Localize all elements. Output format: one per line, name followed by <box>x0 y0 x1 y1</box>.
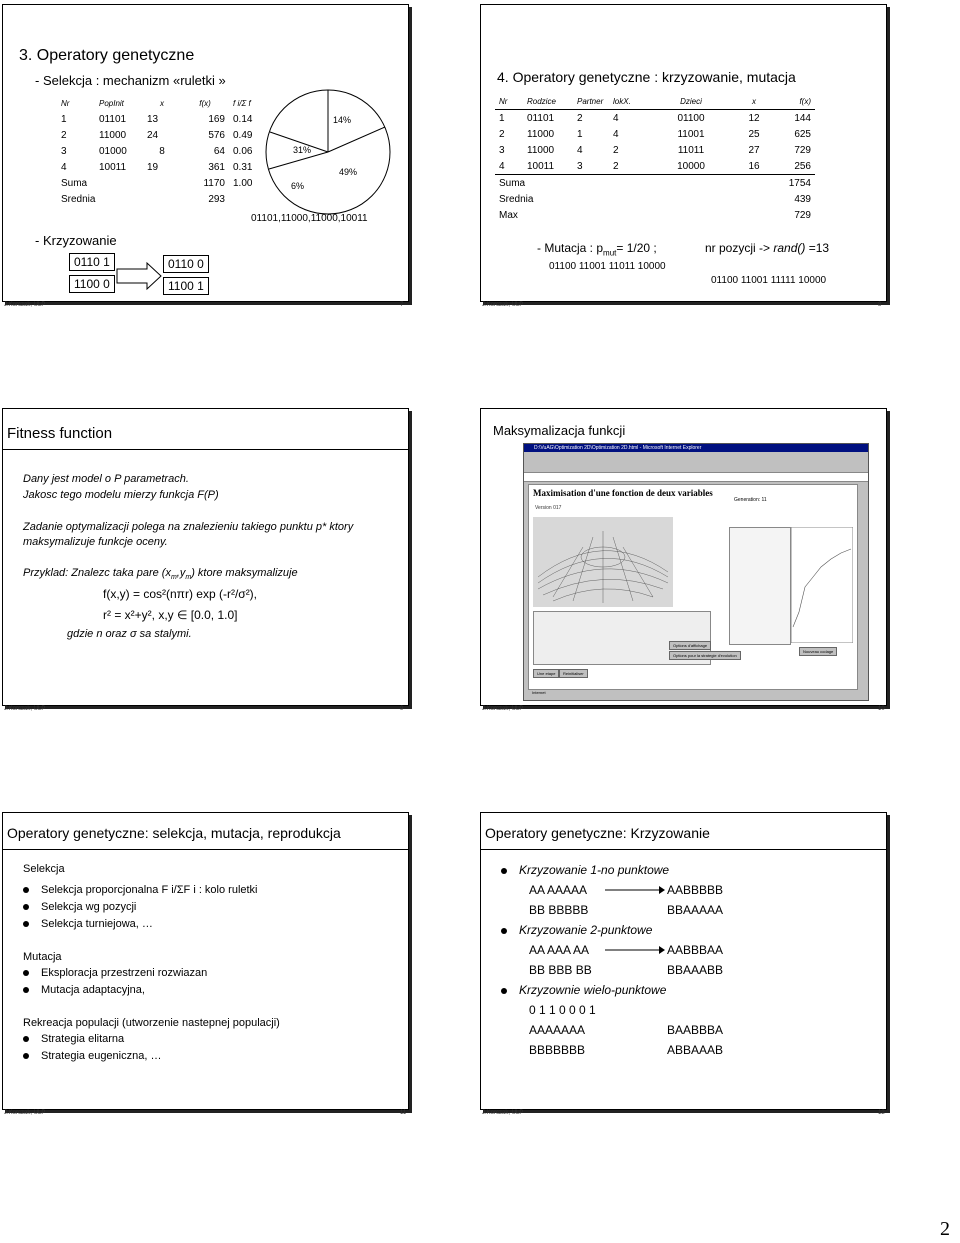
title-divider <box>481 849 886 850</box>
arrow-icon <box>115 261 165 291</box>
page-number: 2 <box>940 1218 950 1240</box>
pie-label: 14% <box>333 115 352 125</box>
browser-toolbar <box>524 452 868 473</box>
slide-title: Operatory genetyczne: Krzyzowanie <box>485 825 710 841</box>
slide-title: Fitness function <box>7 425 113 442</box>
slide-7 <box>2 4 409 302</box>
bullet-icon <box>23 921 29 927</box>
slide-author: J.Korczak, ULP <box>482 1110 524 1116</box>
slide-number: 10 <box>878 706 885 712</box>
roulette-table <box>57 95 277 207</box>
display-options-button[interactable]: Options d'affichage <box>669 641 711 650</box>
browser-screenshot <box>523 443 869 701</box>
child-chromosome: 0110 0 <box>163 255 209 273</box>
slide-11 <box>2 812 409 1110</box>
table-row: 1 01101 2 4 01100 12 144 <box>499 112 811 124</box>
bullet-list <box>23 882 258 933</box>
bullet-icon <box>23 887 29 893</box>
browser-title-bar: D:\VuAG\Optimization 2D\Optimization 2D.html - Microsoft Internet Explorer <box>524 444 868 452</box>
slide-author: J.Korczak, ULP <box>482 302 524 308</box>
slide-author: J.Korczak, ULP <box>4 302 46 308</box>
slide-10 <box>480 408 887 706</box>
table-row: Suma 1170 1.00 <box>61 177 253 189</box>
bullet-icon <box>23 1036 29 1042</box>
surface-plot <box>533 517 673 607</box>
slide-author: J.Korczak, ULP <box>482 706 524 712</box>
slide-number: 7 <box>400 302 404 308</box>
slide-number: 11 <box>400 1110 407 1116</box>
bullet-icon <box>23 987 29 993</box>
result-chromosome: AABBBBB <box>667 883 724 897</box>
table-row: 4 10011 3 2 10000 16 256 <box>495 158 815 175</box>
crossover-heading: Krzyzowanie 1-no punktowe <box>501 863 669 877</box>
slide-author: J.Korczak, ULP <box>4 1110 46 1116</box>
table-row: Max 729 <box>499 209 811 221</box>
chromosome: AA AAAAA <box>529 883 588 897</box>
result-chromosome: BAABBBA <box>667 1023 724 1037</box>
bullet-icon <box>23 1053 29 1059</box>
table-row: Suma 1754 <box>499 177 811 189</box>
arrow-icon <box>605 945 665 955</box>
mutation-before: 01100 11001 11011 10000 <box>549 261 666 272</box>
step-button[interactable]: Une etape <box>533 669 559 678</box>
bullet-list <box>23 965 207 999</box>
mutation-position: nr pozycji -> rand() =13 <box>705 241 830 255</box>
pie-label: 31% <box>293 145 312 155</box>
pie-label: 49% <box>339 167 358 177</box>
paragraph: maksymalizuje funkcje oceny. <box>23 536 168 548</box>
result-chromosome: BBAAAAA <box>667 903 724 917</box>
list-item: Eksploracja przestrzeni rozwiazan <box>23 965 207 982</box>
result-chromosome: BBAAABB <box>667 963 724 977</box>
arrow-icon <box>605 885 665 895</box>
bullet-icon <box>23 904 29 910</box>
result-chromosome: ABBAAAB <box>667 1043 724 1057</box>
crossover-heading: Krzyzowanie 2-punktowe <box>501 923 652 937</box>
header-cell: f(x) <box>199 98 211 108</box>
strategy-options-button[interactable]: Options pour la strategie d'evolution <box>669 651 741 660</box>
slide-title: Operatory genetyczne: selekcja, mutacja, reprodukcja <box>7 825 341 841</box>
slide-number: 8 <box>878 302 882 308</box>
paragraph: Dany jest model o P parametrach. <box>23 473 189 485</box>
chromosome: BBBBBBB <box>529 1043 586 1057</box>
slide-12 <box>480 812 887 1110</box>
table-row: 2 11000 24 576 0.49 <box>61 129 253 141</box>
header-cell: f i/Σ f <box>233 98 251 108</box>
table-row: Srednia 293 <box>61 193 225 205</box>
parent-chromosome: 1100 0 <box>69 275 115 293</box>
slide-title: Maksymalizacja funkcji <box>493 423 626 438</box>
slide-title: 4. Operatory genetyczne : krzyzowanie, mutacja <box>497 69 796 85</box>
browser-content <box>528 484 858 690</box>
table-row: Srednia 439 <box>499 193 811 205</box>
bullet-icon <box>23 970 29 976</box>
paragraph: Przyklad: Znalezc taka pare $(x_m,y_m)$ ktore maksymalizuje <box>23 567 298 582</box>
paragraph: Zadanie optymalizacji polega na znalezieniu takiego punktu p* ktory <box>23 521 354 533</box>
title-divider <box>3 849 408 850</box>
chromosome: BB BBB BB <box>529 963 592 977</box>
slide-number: 9 <box>400 706 404 712</box>
child-chromosome: 1100 1 <box>163 277 209 295</box>
table-row: 3 11000 4 2 11011 27 729 <box>499 144 811 156</box>
table-row: 1 01101 13 169 0.14 <box>61 113 253 125</box>
chromosome: BB BBBBB <box>529 903 589 917</box>
list-item: Mutacja adaptacyjna, <box>23 982 207 999</box>
list-item: Selekcja proporcjonalna F i/ΣF i : kolo ruletki <box>23 882 258 899</box>
list-item: Strategia elitarna <box>23 1031 161 1048</box>
version-label: Version 017 <box>535 505 562 511</box>
bullet-icon <box>501 988 507 994</box>
parent-chromosome: 0110 1 <box>69 253 115 271</box>
table-row: 2 11000 1 4 11001 25 625 <box>499 128 811 140</box>
bullet-list <box>23 1031 161 1065</box>
status-bar: Internet <box>532 690 546 695</box>
paragraph: Jakosc tego modelu mierzy funkcja F(P) <box>23 489 219 501</box>
result-chromosome: AABBBAA <box>667 943 724 957</box>
list-item: Selekcja wg pozycji <box>23 899 258 916</box>
fitness-curve <box>791 527 853 643</box>
table-row: 3 01000 8 64 0.06 <box>61 145 253 157</box>
crossover-table: Nr Rodzice Partner lokX. Dzieci x f(x) 1 01101 2 4 01100 12 144 2 11000 1 4 11001 25 625 3 11000 4 2 11011 27 729 4 10011 3 2 10000 16 256 Suma 1754 Srednia 439 Max 729 <box>495 93 815 223</box>
slide-author: J.Korczak, ULP <box>4 706 46 712</box>
header-cell: x <box>160 98 164 108</box>
formula: r² = x²+y², x,y ∈ [0.0, 1.0] <box>103 608 238 622</box>
mutation-after: 01100 11001 11111 10000 <box>711 275 827 286</box>
table-row: 4 10011 19 361 0.31 <box>61 161 253 173</box>
crossover-mask: 0 1 1 0 0 0 1 <box>529 1003 596 1017</box>
generation-label: Generation: 11 <box>734 497 767 503</box>
mutation-line: - Mutacja : $p_{mut}= 1/20$ ; <box>537 241 657 258</box>
header-cell: Nr <box>61 98 70 108</box>
chromosome: AA AAA AA <box>529 943 590 957</box>
slide-8 <box>480 4 887 302</box>
slide-9 <box>2 408 409 706</box>
slide-title: 3. Operatory genetyczne <box>19 47 195 64</box>
title-divider <box>3 449 408 450</box>
page-heading: Maximisation d'une fonction de deux variables <box>533 488 713 498</box>
formula: f(x,y) = cos²(nπr) exp (-r²/σ²), <box>103 587 258 601</box>
roulette-pie-chart <box>253 87 403 217</box>
slide-number: 12 <box>878 1110 885 1116</box>
crossover-heading: Krzyzownie wielo-punktowe <box>501 983 666 997</box>
header-cell: PopInit <box>99 98 124 108</box>
paragraph: gdzie n oraz σ sa stalymi. <box>67 628 192 640</box>
reset-button[interactable]: Reinitialiser <box>559 669 588 678</box>
population-list <box>729 527 791 645</box>
pie-caption: 01101,11000,11000,10011 <box>251 213 368 224</box>
list-item: Selekcja turniejowa, … <box>23 916 258 933</box>
list-item: Strategia eugeniczna, … <box>23 1048 161 1065</box>
address-bar <box>524 473 868 482</box>
chromosome: AAAAAAA <box>529 1023 586 1037</box>
section-heading: Rekreacja populacji (utworzenie nastepnej populacji) <box>23 1017 280 1029</box>
section-heading: Selekcja <box>23 863 65 875</box>
slide-subtitle: - Selekcja : mechanizm «ruletki » <box>35 73 226 88</box>
bullet-icon <box>501 928 507 934</box>
section-heading: Mutacja <box>23 951 62 963</box>
section-heading: - Krzyzowanie <box>35 233 117 248</box>
bullet-icon <box>501 868 507 874</box>
new-coding-button[interactable]: Nouveau codage <box>799 647 837 656</box>
pie-label: 6% <box>291 181 305 191</box>
